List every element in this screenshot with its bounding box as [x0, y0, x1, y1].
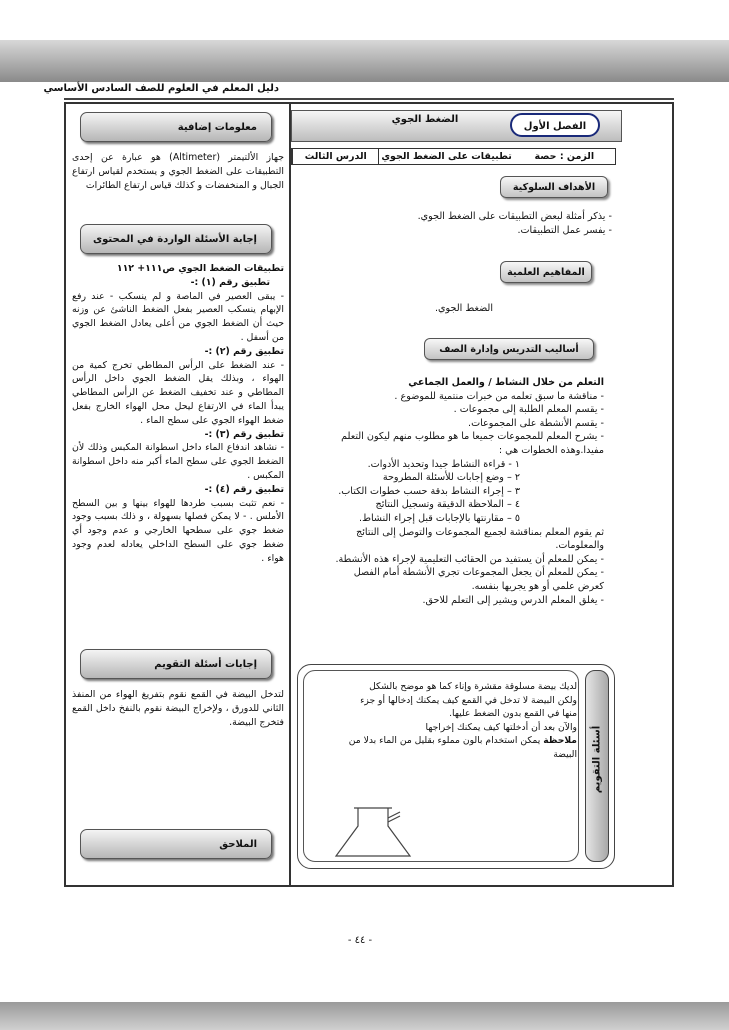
- behavioral-goals-heading: الأهداف السلوكية: [500, 176, 608, 198]
- header-rule: [64, 98, 674, 100]
- application-2-text: - عند الضغط على الرأس المطاطي تخرج كمية من الهواء ، وبذلك يقل الضغط الجوي داخل الرأس المطاطي و عند تخفيف الضغط عن الرأس المطاطي يبدأ الماء في الارتفاع ليحل محل الهواء الخارج بفعل ضغط الهواء الجوي على سطح الماء .: [72, 359, 284, 426]
- teaching-line: ثم يقوم المعلم بمناقشة لجميع المجموعات والتوصل إلى النتائج: [356, 526, 604, 538]
- extra-info-text: جهاز الألتيمتر (Altimeter) هو عبارة عن إحدى التطبيقات على الضغط الجوي و يستخدم لقياس ارتفاع الجبال و المنخفضات و كذلك قياس ارتفاع الطائرات: [72, 152, 284, 191]
- evaluation-note-text: يمكن استخدام بالون مملوء بقليل من الماء بدلا من: [348, 735, 544, 747]
- evaluation-answers-text: لتدخل البيضة في القمع نقوم بتفريغ الهواء من المنفذ الثاني للدورق ، ولإخراج البيضة نقوم بالنفخ داخل القمع فتخرج البيضة.: [72, 689, 284, 728]
- goal-item: - يفسر عمل التطبيقات.: [517, 225, 612, 236]
- evaluation-line: والآن بعد أن أدخلتها كيف يمكنك إخراجها: [425, 721, 577, 733]
- application-2-title: تطبيق رقم (٢) :-: [204, 345, 284, 357]
- evaluation-line: منها في القمع بدون الضغط عليها.: [449, 708, 577, 720]
- teaching-line: ٥ – مقارنتها بالإجابات قبل إجراء النشاط.: [359, 512, 520, 524]
- lesson-time-cell: الزمن : حصة: [534, 151, 595, 162]
- application-3-text: - نشاهد اندفاع الماء داخل اسطوانة المكبس وذلك لأن الضغط الجوي على سطح الماء أكبر منه داخل اسطوانة المكبس .: [72, 442, 284, 481]
- teaching-methods-text: [296, 376, 604, 607]
- evaluation-line: لديك بيضة مسلوقة مقشرة وإناء كما هو موضح بالشكل: [369, 681, 577, 692]
- teaching-line: - يشرح المعلم للمجموعات جميعا ما هو مطلوب منهم ليكون التعلم: [341, 431, 604, 443]
- lesson-title: الضغط الجوي: [391, 114, 459, 125]
- teaching-line: - يغلق المعلم الدرس ويشير إلى التعلم للاحق.: [422, 594, 604, 606]
- appendix-heading: الملاحق: [80, 829, 272, 859]
- teaching-line: - يمكن للمعلم أن يجعل المجموعات تجري الأنشطة أمام الفصل: [353, 567, 604, 579]
- teaching-methods-heading: أساليب التدريس وإدارة الصف: [424, 338, 594, 360]
- teaching-line: كعرض علمي أو هو يجريها بنفسه.: [471, 580, 604, 592]
- evaluation-question: [309, 680, 577, 762]
- teaching-line: مفيدا.وهذه الخطوات هي :: [498, 444, 604, 456]
- evaluation-note-text: البيضة: [553, 748, 577, 760]
- concepts-heading: المفاهيم العلمية: [500, 261, 592, 283]
- answers-title: تطبيقات الضغط الجوي ص١١١+ ١١٢: [116, 263, 284, 274]
- teaching-line: ٤ – الملاحظة الدقيقة وتسجيل النتائج: [375, 499, 520, 511]
- content-answers-heading: إجابة الأسئلة الواردة في المحتوى: [80, 224, 272, 254]
- application-1-title: تطبيق رقم (١) :-: [190, 276, 270, 288]
- evaluation-line: ولكن البيضة لا تدخل في القمع كيف يمكنك إدخالها أو جزء: [360, 694, 577, 706]
- application-4-text: - نعم تثبت بسبب طردها للهواء بينها و بين السطح الأملس . - لا يمكن فصلها بسهولة ، و ذلك بسبب وجود ضغط جوي على سطحها الخارجي و عدم وجود أي ضغط جوي على السطح الداخلي يعادله لعدم وجود هواء .: [72, 497, 284, 564]
- top-decor-band: [0, 40, 729, 82]
- teaching-line: التعلم من خلال النشاط / والعمل الجماعي: [408, 377, 604, 388]
- goal-item: - يذكر أمثلة لبعض التطبيقات على الضغط الجوي.: [417, 211, 612, 222]
- teaching-line: - يقسم الأنشطة على المجموعات.: [468, 417, 604, 429]
- flask-funnel-figure: [330, 800, 416, 862]
- concepts-text: الضغط الجوي.: [435, 303, 493, 314]
- page-number: - ٤٤ -: [347, 935, 373, 946]
- teaching-line: ١ - قراءة النشاط جيدا وتحديد الأدوات.: [367, 458, 520, 470]
- content-answers-text: [72, 262, 284, 566]
- teaching-line: ٢ – وضع إجابات للأسئلة المطروحة: [382, 472, 520, 484]
- column-divider: [289, 104, 291, 886]
- book-header-title: دليل المعلم في العلوم للصف السادس الأساسي: [43, 83, 279, 94]
- evaluation-note-label: ملاحظة: [543, 735, 577, 747]
- lesson-name-cell: تطبيقات على الضغط الجوي: [378, 149, 513, 164]
- teaching-line: والمعلومات.: [555, 540, 604, 552]
- teaching-line: - يمكن للمعلم أن يستفيد من الحقائب التعليمية لإجراء هذه الأنشطة.: [335, 553, 604, 565]
- teaching-line: ٣ – إجراء النشاط بدقة حسب خطوات الكتاب.: [338, 485, 520, 497]
- teaching-line: - يقسم المعلم الطلبة إلى مجموعات .: [453, 404, 604, 416]
- application-1-text: - يبقى العصير في الماصة و لم ينسكب - عند رفع الإبهام ينسكب العصير بفعل الضغط الناشئ عن وزنه حيث أن الضغط الجوي من أعلى يعادل الضغط الجوي من أسفل .: [72, 290, 284, 343]
- bottom-decor-band: [0, 1002, 729, 1030]
- application-3-title: تطبيق رقم (٣) :-: [204, 428, 284, 440]
- application-4-title: تطبيق رقم (٤) :-: [204, 483, 284, 495]
- lesson-number-cell: الدرس الثالث: [292, 149, 378, 164]
- lesson-info-table: [291, 148, 616, 165]
- extra-info-heading: معلومات إضافية: [80, 112, 272, 142]
- chapter-badge: الفصل الأول: [510, 113, 600, 137]
- teaching-line: - مناقشة ما سبق تعلمه من خبرات منتمية للموضوع .: [394, 390, 604, 402]
- evaluation-label: أسئلة التقويم: [591, 725, 603, 794]
- evaluation-answers-heading: إجابات أسئلة التقويم: [80, 649, 272, 679]
